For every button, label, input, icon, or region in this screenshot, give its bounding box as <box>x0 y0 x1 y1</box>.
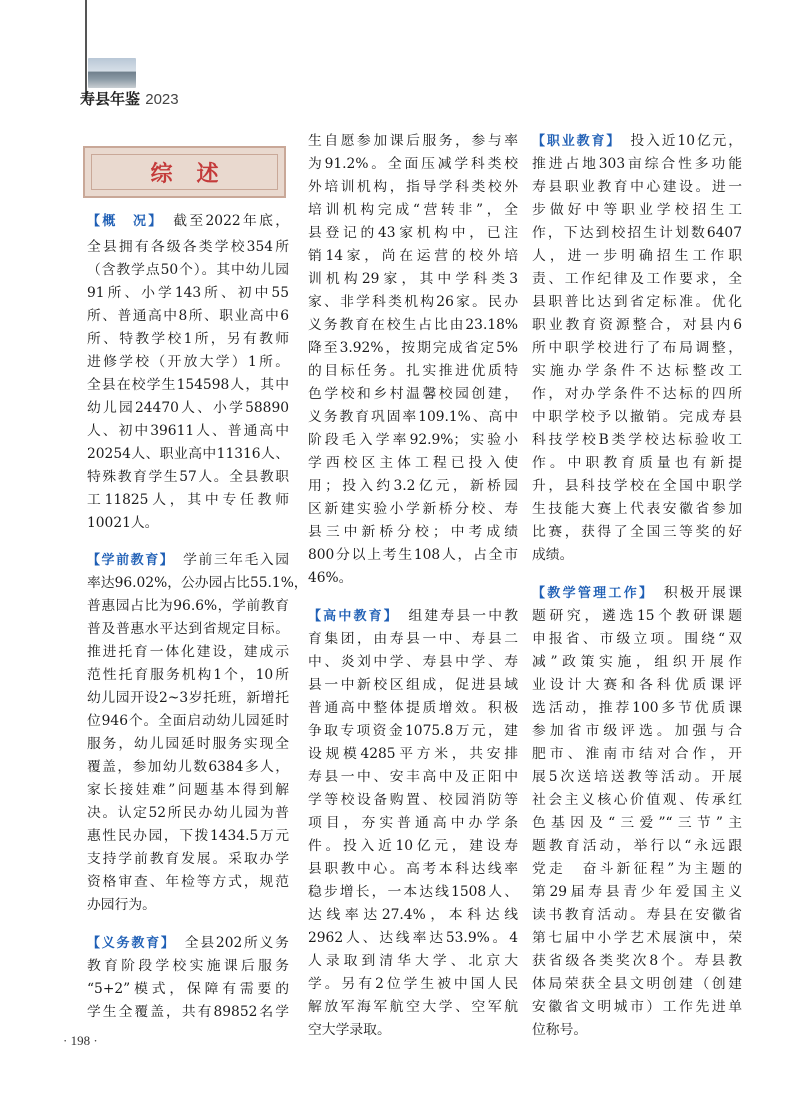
line-text: 寿县职业教育中心建设。进一 <box>532 179 742 195</box>
line-text: 色学校和乡村温馨校园创建， <box>308 386 518 402</box>
line-text: 10021人。 <box>87 515 159 531</box>
line-text: 幼儿园24470人、小学58890 <box>87 400 289 416</box>
book-year: 2023 <box>145 91 179 108</box>
text-line <box>532 582 742 604</box>
line-text: 升，县科技学校在全国中职学 <box>532 478 742 494</box>
text-line <box>87 802 289 824</box>
line-text: 区新建实验小学新桥分校、寿 <box>308 501 518 517</box>
section-keyword: 【职业教育】 <box>532 134 615 149</box>
text-line <box>87 756 289 778</box>
line-text: 外培训机构，指导学科类校外 <box>308 179 518 195</box>
line-text: 学西校区主体工程已投入使 <box>308 455 518 471</box>
text-line <box>532 950 742 972</box>
text-line <box>532 245 742 267</box>
text-line <box>308 498 518 520</box>
text-line <box>532 268 742 290</box>
line-text: 争取专项资金1075.8万元，建 <box>308 723 518 739</box>
line-text: 800分以上考生108人，占全市 <box>308 547 518 563</box>
text-line <box>308 927 518 949</box>
line-text: 学前三年毛入园 <box>167 552 289 568</box>
header-rule <box>85 0 87 100</box>
text-line <box>308 835 518 857</box>
section-banner <box>83 146 286 198</box>
line-text: 全县202所义务 <box>169 935 289 951</box>
text-line <box>308 268 518 290</box>
line-text: 推进托育一体化建设，建成示 <box>87 644 289 660</box>
text-line <box>532 996 742 1018</box>
line-text: （含教学点50个）。其中幼儿园 <box>87 262 289 278</box>
text-line <box>308 153 518 175</box>
text-line <box>532 743 742 765</box>
line-text: 积极开展课 <box>647 585 742 601</box>
text-line <box>87 595 289 617</box>
text-line <box>532 130 742 152</box>
line-text: 位946个。全面启动幼儿园延时 <box>87 713 289 729</box>
line-text: 寿县一中、安丰高中及正阳中 <box>308 769 518 785</box>
text-line <box>532 858 742 880</box>
line-text: 空大学录取。 <box>308 1022 391 1038</box>
line-text: 义务教育巩固率109.1%、高中 <box>308 409 518 425</box>
text-line <box>87 236 289 258</box>
line-text: 县职普比达到省定标准。优化 <box>532 294 742 310</box>
line-text: 作。中职教育质量也有新提 <box>532 455 742 471</box>
line-text: 县职教中心。高考本科达线率 <box>308 861 518 877</box>
text-line <box>87 848 289 870</box>
text-line <box>532 766 742 788</box>
line-text: 肥市、淮南市结对合作，开 <box>532 746 742 762</box>
line-text: 组建寿县一中教 <box>392 608 518 624</box>
section-keyword: 【学前教育】 <box>87 553 168 568</box>
line-text: 人，进一步明确招生工作职 <box>532 248 742 264</box>
text-line <box>87 328 289 350</box>
text-line <box>532 835 742 857</box>
line-text: 义务教育在校生占比由23.18% <box>308 317 518 333</box>
text-line <box>87 489 289 511</box>
line-text: 实施办学条件不达标整改工 <box>532 363 742 379</box>
line-text: 职业教育资源整合，对县内6 <box>532 317 742 333</box>
text-line <box>87 466 289 488</box>
text-line <box>532 1019 742 1041</box>
line-text: 县登记的43家机构中，已注 <box>308 225 518 241</box>
text-line <box>308 973 518 995</box>
text-line <box>532 697 742 719</box>
text-line <box>87 572 308 594</box>
text-line <box>308 245 518 267</box>
text-line <box>308 789 518 811</box>
line-text: 家、非学科类机构26家。民办 <box>308 294 518 310</box>
text-line <box>87 871 289 893</box>
line-text: 参加省市级评选。加强与合 <box>532 723 742 739</box>
line-text: 工11825人，其中专任教师 <box>87 492 289 508</box>
line-text: 选活动，推荐100多节优质课 <box>532 700 742 716</box>
line-text: 惠性民办园，下拨1434.5万元 <box>87 828 289 844</box>
text-line <box>532 383 742 405</box>
line-text: 稳步增长，一本达线1508人、 <box>308 884 518 900</box>
text-line <box>308 605 518 627</box>
line-text: 成绩。 <box>532 547 574 563</box>
line-text: 步做好中等职业学校招生工 <box>532 202 742 218</box>
line-text: 申报省、市级立项。围绕“双 <box>532 631 742 647</box>
line-text: 特殊教育学生57人。全县教职 <box>87 469 289 485</box>
text-line <box>308 452 518 474</box>
line-text: 20254人、职业高中11316人、 <box>87 446 289 462</box>
text-line <box>87 259 289 281</box>
line-text: 全县拥有各级各类学校354所 <box>87 239 289 255</box>
text-line <box>532 521 742 543</box>
line-text: 件。投入近10亿元，建设寿 <box>308 838 518 854</box>
text-line <box>87 397 289 419</box>
text-line <box>308 291 518 313</box>
line-text: 项目，夯实普通高中办学条 <box>308 815 518 831</box>
text-line <box>87 894 289 916</box>
line-text: 所、普通高中8所、职业高中6 <box>87 308 289 324</box>
line-text: 中职学校予以撤销。完成寿县 <box>532 409 742 425</box>
text-line <box>532 291 742 313</box>
text-line <box>308 544 518 566</box>
line-text: 训机构29家，其中学科类3 <box>308 271 518 287</box>
text-line <box>532 337 742 359</box>
line-text: 安徽省文明城市）工作先进单 <box>532 999 742 1015</box>
line-text: 率达96.02%，公办园占比55.1%， <box>87 575 308 591</box>
line-text: 截至2022年底， <box>157 213 289 229</box>
text-line <box>308 176 518 198</box>
text-line <box>308 628 518 650</box>
text-line <box>532 475 742 497</box>
section-keyword: 【教学管理工作】 <box>532 586 648 601</box>
text-line <box>532 628 742 650</box>
line-text: 获省级各类奖次8个。寿县教 <box>532 953 742 969</box>
text-line <box>87 549 289 571</box>
line-text: 46%。 <box>308 570 353 586</box>
line-text: 人录取到清华大学、北京大 <box>308 953 518 969</box>
text-line <box>532 222 742 244</box>
line-text: “5+2”模式，保障有需要的 <box>87 981 289 997</box>
line-text: 县三中新桥分校；中考成绩 <box>308 524 518 540</box>
text-line <box>87 687 289 709</box>
text-line <box>308 475 518 497</box>
line-text: 读书教育活动。寿县在安徽省 <box>532 907 742 923</box>
line-text: 比赛，获得了全国三等奖的好 <box>532 524 742 540</box>
text-line <box>532 153 742 175</box>
line-text: 生技能大赛上代表安徽省参加 <box>532 501 742 517</box>
line-text: 育集团，由寿县一中、寿县二 <box>308 631 518 647</box>
text-line <box>308 743 518 765</box>
line-text: 科技学校B类学校达标验收工 <box>532 432 742 448</box>
text-line <box>308 651 518 673</box>
line-text: 题教育活动，举行以“永远跟 <box>532 838 742 854</box>
text-line <box>532 789 742 811</box>
text-line <box>308 567 518 589</box>
text-line <box>308 337 518 359</box>
text-line <box>308 697 518 719</box>
yearbook-title <box>80 88 179 109</box>
text-line <box>532 605 742 627</box>
text-line <box>532 651 742 673</box>
text-line <box>308 720 518 742</box>
line-text: 阶段毛入学率92.9%；实验小 <box>308 432 518 448</box>
section-keyword: 【概 况】 <box>87 214 158 229</box>
line-text: 色基因及“三爱”“三节”主 <box>532 815 742 831</box>
line-text: 教育阶段学校实施课后服务 <box>87 958 289 974</box>
text-line <box>308 812 518 834</box>
line-text: 幼儿园开设2~3岁托班，新增托 <box>87 690 289 706</box>
line-text: 覆盖，参加幼儿数6384多人， <box>87 759 289 775</box>
line-text: 办园行为。 <box>87 897 156 913</box>
line-text: 设规模4285平方米，共安排 <box>308 746 518 762</box>
text-line <box>532 452 742 474</box>
line-text: 普通高中整体提质增效。积极 <box>308 700 518 716</box>
line-text: 达线率达27.4%，本科达线 <box>308 907 518 923</box>
text-line <box>87 351 289 373</box>
text-line <box>87 443 289 465</box>
section-keyword: 【义务教育】 <box>87 936 170 951</box>
line-text: 解放军海军航空大学、空军航 <box>308 999 518 1015</box>
text-line <box>532 199 742 221</box>
text-line <box>308 950 518 972</box>
text-line <box>532 720 742 742</box>
text-line <box>87 282 289 304</box>
line-text: 业设计大赛和各科优质课评 <box>532 677 742 693</box>
line-text: 降至3.92%，按期完成省定5% <box>308 340 518 356</box>
text-line <box>87 932 289 954</box>
text-line <box>87 664 289 686</box>
text-line <box>87 733 289 755</box>
text-line <box>308 996 518 1018</box>
text-line <box>308 199 518 221</box>
text-line <box>532 674 742 696</box>
line-text: 资格审查、年检等方式，规范 <box>87 874 289 890</box>
line-text: 学生全覆盖，共有89852名学 <box>87 1004 289 1020</box>
text-line <box>308 222 518 244</box>
line-text: 服务，幼儿园延时服务实现全 <box>87 736 289 752</box>
text-line <box>308 858 518 880</box>
line-text: 培训机构完成“营转非”，全 <box>308 202 518 218</box>
text-line <box>87 374 289 396</box>
text-line <box>308 406 518 428</box>
book-title: 寿县年鉴 <box>80 90 141 108</box>
text-line <box>308 674 518 696</box>
text-line <box>308 766 518 788</box>
text-line <box>308 881 518 903</box>
line-text: 全县在校学生154598人，其中 <box>87 377 289 393</box>
line-text: 为91.2%。全面压减学科类校 <box>308 156 518 172</box>
text-line <box>532 881 742 903</box>
text-line <box>532 314 742 336</box>
text-line <box>308 429 518 451</box>
text-line <box>87 641 289 663</box>
line-text: 位称号。 <box>532 1022 588 1038</box>
text-line <box>87 512 289 534</box>
text-line <box>308 314 518 336</box>
line-text: 展5次送培送教等活动。开展 <box>532 769 742 785</box>
text-line <box>308 360 518 382</box>
line-text: 所中职学校进行了布局调整， <box>532 340 742 356</box>
text-line <box>308 521 518 543</box>
line-text: 决。认定52所民办幼儿园为普 <box>87 805 289 821</box>
text-line <box>532 812 742 834</box>
text-line <box>308 383 518 405</box>
line-text: 进修学校（开放大学）1所。 <box>87 354 289 370</box>
line-text: 2962人、达线率达53.9%。4 <box>308 930 518 946</box>
line-text: 减”政策实施，组织开展作 <box>532 654 742 670</box>
line-text: 家长接娃难”问题基本得到解 <box>87 782 289 798</box>
text-line <box>308 130 518 152</box>
text-line <box>87 779 289 801</box>
text-line <box>532 429 742 451</box>
text-line <box>87 420 289 442</box>
line-text: 责、工作纪律及工作要求，全 <box>532 271 742 287</box>
line-text: 第29届寿县青少年爱国主义 <box>532 884 742 900</box>
line-text: 普及普惠水平达到省规定目标。 <box>87 621 289 637</box>
text-line <box>87 305 289 327</box>
section-title: 综述 <box>150 161 243 187</box>
text-line <box>532 544 742 566</box>
line-text: 91所、小学143所、初中55 <box>87 285 289 301</box>
header-photo <box>88 58 136 88</box>
text-line <box>532 176 742 198</box>
text-line <box>87 955 289 977</box>
line-text: 学。另有2位学生被中国人民 <box>308 976 518 992</box>
line-text: 社会主义核心价值观、传承红 <box>532 792 742 808</box>
line-text: 人、初中39611人、普通高中 <box>87 423 289 439</box>
text-line <box>87 978 289 1000</box>
line-text: 体局荣获全县文明创建（创建 <box>532 976 742 992</box>
text-line <box>87 210 289 232</box>
line-text: 题研究，遴选15个教研课题 <box>532 608 742 624</box>
line-text: 中、炎刘中学、寿县中学、寿 <box>308 654 518 670</box>
text-line <box>532 927 742 949</box>
text-line <box>532 973 742 995</box>
text-line <box>87 1001 289 1023</box>
line-text: 学等校设备购置、校园消防等 <box>308 792 518 808</box>
line-text: 作，下达到校招生计划数6407 <box>532 225 742 241</box>
line-text: 销14家，尚在运营的校外培 <box>308 248 518 264</box>
text-line <box>87 825 289 847</box>
text-line <box>308 1019 518 1041</box>
line-text: 范性托育服务机构1个，10所 <box>87 667 289 683</box>
line-text: 生自愿参加课后服务，参与率 <box>308 133 518 149</box>
text-line <box>532 360 742 382</box>
line-text: 投入近10亿元， <box>614 133 742 149</box>
line-text: 作，对办学条件不达标的四所 <box>532 386 742 402</box>
line-text: 用；投入约3.2亿元，新桥园 <box>308 478 518 494</box>
page-number: · 198 · <box>63 1033 98 1048</box>
text-line <box>532 904 742 926</box>
line-text: 的目标任务。扎实推进优质特 <box>308 363 518 379</box>
line-text: 支持学前教育发展。采取办学 <box>87 851 289 867</box>
line-text: 普惠园占比为96.6%，学前教育 <box>87 598 289 614</box>
text-line <box>532 406 742 428</box>
text-line <box>308 904 518 926</box>
line-text: 党走 奋斗新征程”为主题的 <box>532 861 742 877</box>
text-line <box>87 618 289 640</box>
line-text: 县一中新校区组成，促进县域 <box>308 677 518 693</box>
line-text: 第七届中小学艺术展演中，荣 <box>532 930 742 946</box>
text-line <box>532 498 742 520</box>
section-keyword: 【高中教育】 <box>308 609 393 624</box>
line-text: 推进占地303亩综合性多功能 <box>532 156 742 172</box>
line-text: 所、特教学校1所，另有教师 <box>87 331 289 347</box>
text-line <box>87 710 289 732</box>
